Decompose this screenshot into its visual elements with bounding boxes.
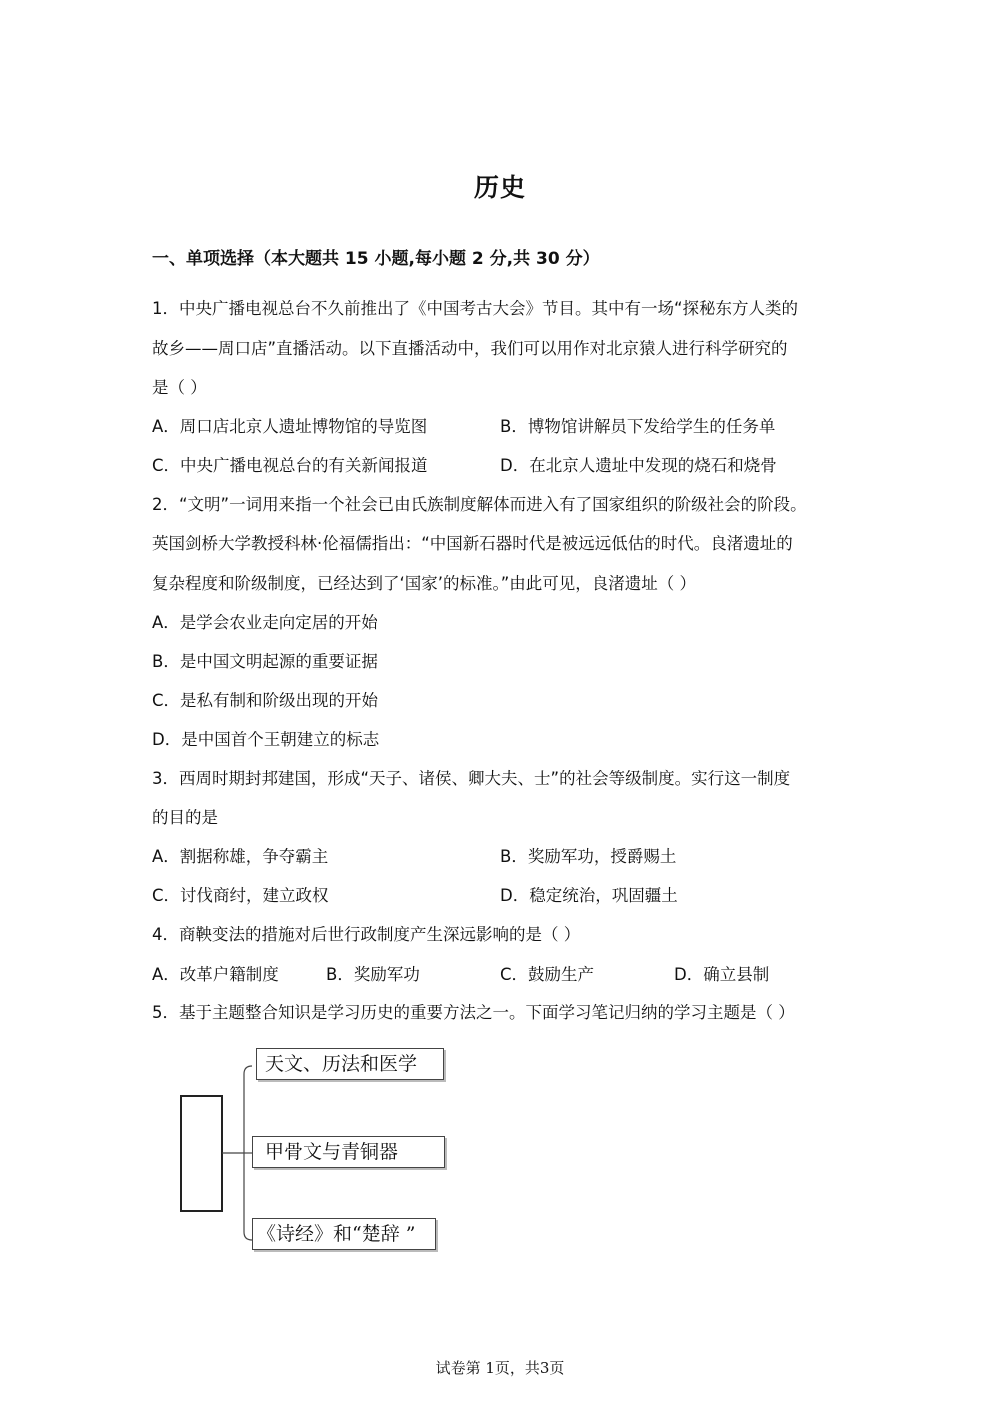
q3-option-b: B．奖励军功，授爵赐土 (500, 847, 677, 866)
q4-option-c: C．鼓励生产 (500, 965, 595, 984)
q2-stem-line-1: 2．“文明”一词用来指一个社会已由氏族制度解体而进入有了国家组织的阶级社会的阶段。 (152, 495, 807, 514)
diagram-item-poetry: 《诗经》和“楚辞 ” (252, 1218, 436, 1250)
q2-stem-line-2: 英国剑桥大学教授科林·伦福儒指出：“中国新石器时代是被远远低估的时代。良渚遗址的 (152, 534, 793, 553)
q1-option-b: B．博物馆讲解员下发给学生的任务单 (500, 417, 776, 436)
page-footer: 试卷第 1页，共3页 (435, 1359, 565, 1377)
q2-option-d: D．是中国首个王朝建立的标志 (152, 730, 380, 749)
q3-stem-line-2: 的目的是 (152, 808, 218, 827)
q3-stem-line-1: 3．西周时期封邦建国，形成“天子、诸侯、卿大夫、士”的社会等级制度。实行这一制度 (152, 769, 791, 788)
q5-stem: 5．基于主题整合知识是学习历史的重要方法之一。下面学习笔记归纳的学习主题是（ ） (152, 1003, 795, 1022)
q4-option-b: B．奖励军功 (326, 965, 420, 984)
q2-option-c: C．是私有制和阶级出现的开始 (152, 691, 379, 710)
diagram-item-astronomy: 天文、历法和医学 (256, 1048, 444, 1080)
q2-option-b: B．是中国文明起源的重要证据 (152, 652, 378, 671)
q1-option-d: D．在北京人遗址中发现的烧石和烧骨 (500, 456, 777, 475)
q3-option-a: A．割据称雄，争夺霸主 (152, 847, 329, 866)
diagram-item-oracle-bronze: 甲骨文与青铜器 (252, 1136, 445, 1168)
blank-topic-box (181, 1096, 222, 1211)
q2-stem-line-3: 复杂程度和阶级制度，已经达到了‘国家’的标准。”由此可见，良渚遗址（ ） (152, 574, 697, 593)
q1-option-c: C．中央广播电视总台的有关新闻报道 (152, 456, 428, 475)
section-heading: 一、单项选择（本大题共 15 小题,每小题 2 分,共 30 分） (152, 249, 600, 269)
q2-option-a: A．是学会农业走向定居的开始 (152, 613, 378, 632)
q1-option-a: A．周口店北京人遗址博物馆的导览图 (152, 417, 428, 436)
q4-option-a: A．改革户籍制度 (152, 965, 279, 984)
q1-stem-line-1: 1．中央广播电视总台不久前推出了《中国考古大会》节目。其中有一场“探秘东方人类的 (152, 299, 799, 318)
q3-option-d: D．稳定统治，巩固疆土 (500, 886, 678, 905)
q3-option-c: C．讨伐商纣，建立政权 (152, 886, 329, 905)
q5-topic-diagram (176, 1040, 466, 1255)
q1-stem-line-2: 故乡——周口店”直播活动。以下直播活动中，我们可以用作对北京猿人进行科学研究的 (152, 339, 788, 358)
q4-stem: 4．商鞅变法的措施对后世行政制度产生深远影响的是（ ） (152, 925, 581, 944)
page-title: 历史 (473, 173, 526, 202)
q1-stem-line-3: 是（ ） (152, 378, 207, 397)
q4-option-d: D．确立县制 (674, 965, 770, 984)
